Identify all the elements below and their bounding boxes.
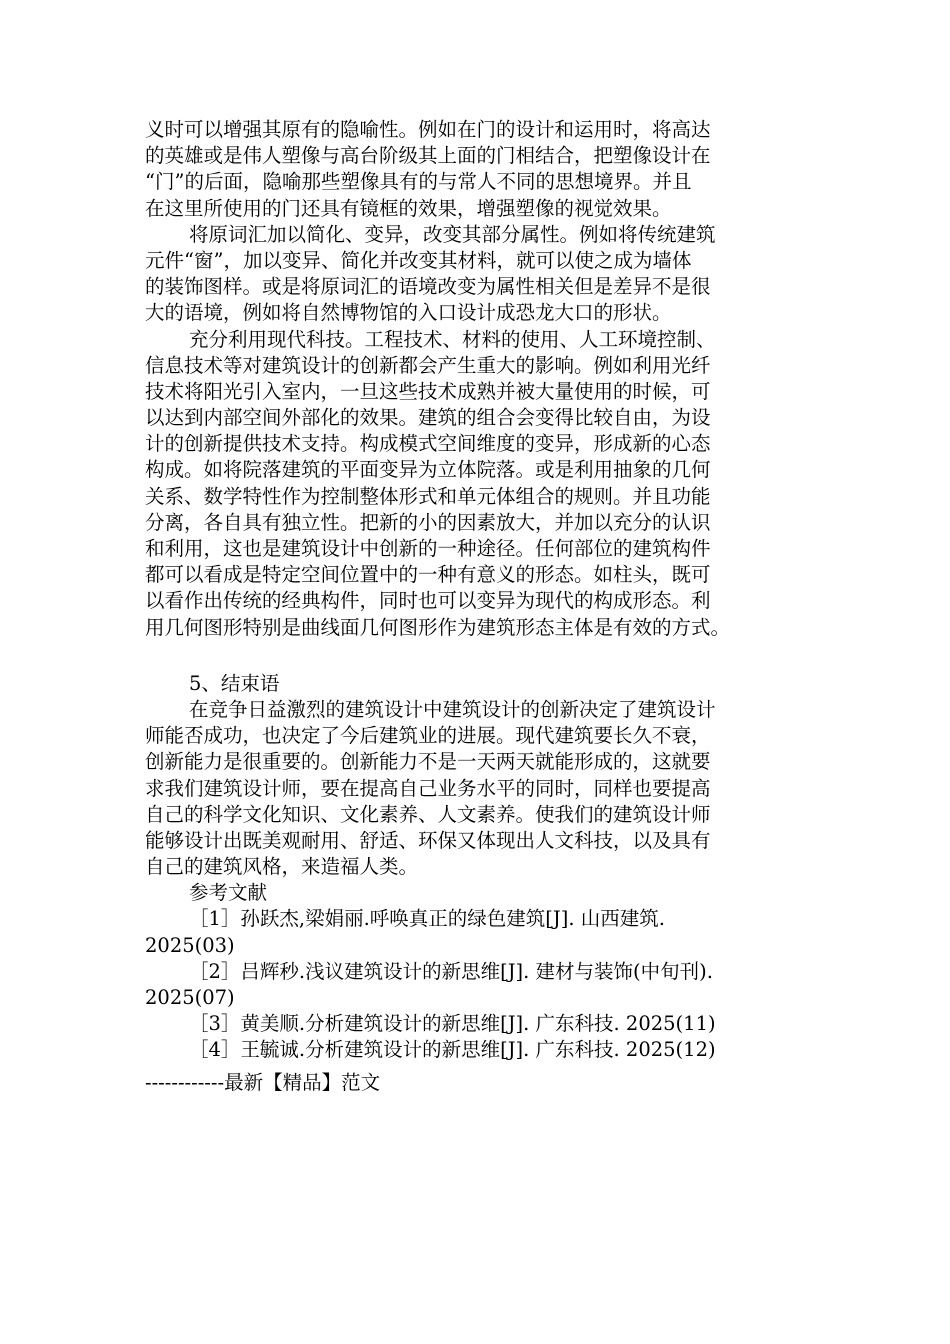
text-line: “门”的后面，隐喻那些塑像具有的与常人不同的思想境界。并且 (145, 170, 692, 194)
text-line: 的英雄或是伟人塑像与高台阶级其上面的门相结合，把塑像设计在 (145, 144, 711, 168)
reference-text-cont: 2025(03) (145, 933, 235, 957)
reference-text: ［3］黄美顺.分析建筑设计的新思维[J]. 广东科技. 2025(11) (189, 1012, 716, 1036)
text-line: 求我们建筑设计师，要在提高自己业务水平的同时，同样也要提高 (145, 776, 711, 800)
text-line: 以看作出传统的经典构件，同时也可以变异为现代的构成形态。利 (145, 589, 711, 613)
text-line: 自己的科学文化知识、文化素养、人文素养。使我们的建筑设计师 (145, 802, 711, 826)
text-line: 在这里所使用的门还具有镜框的效果，增强塑像的视觉效果。 (145, 196, 672, 220)
text-line: 创新能力是很重要的。创新能力不是一天两天就能形成的，这就要 (145, 750, 711, 774)
reference-text: ［2］吕辉秒.浅议建筑设计的新思维[J]. 建材与装饰(中旬刊). (189, 959, 713, 983)
text-line: 充分利用现代科技。工程技术、材料的使用、人工环境控制、 (189, 327, 716, 351)
reference-text-cont: 2025(07) (145, 986, 235, 1009)
text-line: 的装饰图样。或是将原词汇的语境改变为属性相关但是差异不是很 (145, 275, 711, 299)
text-line: 大的语境，例如将自然博物馆的入口设计成恐龙大口的形状。 (145, 301, 672, 325)
text-line: 分离，各自具有独立性。把新的小的因素放大，并加以充分的认识 (145, 510, 711, 534)
text-line: 将原词汇加以简化、变异，改变其部分属性。例如将传统建筑 (189, 222, 716, 246)
text-line: 和利用，这也是建筑设计中创新的一种途径。任何部位的建筑构件 (145, 537, 711, 560)
reference-text: ［4］王毓诚.分析建筑设计的新思维[J]. 广东科技. 2025(12) (189, 1038, 716, 1062)
reference-item (145, 1011, 805, 1037)
text-line: 自己的建筑风格，来造福人类。 (145, 855, 419, 879)
text-line: 以达到内部空间外部化的效果。建筑的组合会变得比较自由，为设 (145, 406, 711, 430)
text-line: 师能否成功，也决定了今后建筑业的进展。现代建筑要长久不衰， (145, 724, 711, 748)
text-line: 用几何图形特别是曲线面几何图形作为建筑形态主体是有效的方式。 (145, 615, 731, 639)
reference-item (145, 1037, 805, 1063)
text-line: 都可以看成是特定空间位置中的一种有意义的形态。如柱头，既可 (145, 563, 711, 587)
text-line: 计的创新提供技术支持。构成模式空间维度的变异，形成新的心态 (145, 432, 711, 456)
text-line: 能够设计出既美观耐用、舒适、环保又体现出人文科技，以及具有 (145, 828, 711, 852)
reference-text: ［1］孙跃杰,梁娟丽.呼唤真正的绿色建筑[J]. 山西建筑. (189, 907, 665, 931)
text-line: 义时可以增强其原有的隐喻性。例如在门的设计和运用时，将高达 (145, 118, 711, 141)
reference-item (145, 959, 805, 1011)
paragraph-simplify (145, 222, 805, 327)
text-line: 技术将阳光引入室内，一旦这些技术成熟并被大量使用的时候，可 (145, 379, 711, 403)
references-heading: 参考文献 (189, 881, 268, 905)
footer-tagline: ------------最新【精品】范文 (145, 1071, 381, 1094)
section-spacer (145, 641, 805, 671)
paragraph-metaphor (145, 117, 805, 222)
document-body (145, 117, 805, 1064)
section-references (145, 880, 805, 1063)
section-heading: 5、结束语 (189, 671, 280, 695)
text-line: 元件“窗”，加以变异、简化并改变其材料，就可以使之成为墙体 (145, 248, 692, 272)
paragraph-technology (145, 327, 805, 641)
text-line: 构成。如将院落建筑的平面变异为立体院落。或是利用抽象的几何 (145, 458, 711, 482)
reference-item (145, 906, 805, 958)
text-line: 关系、数学特性作为控制整体形式和单元体组合的规则。并且功能 (145, 484, 711, 508)
text-line: 在竞争日益激烈的建筑设计中建筑设计的创新决定了建筑设计 (189, 697, 716, 721)
section-conclusion (145, 671, 805, 881)
text-line: 信息技术等对建筑设计的创新都会产生重大的影响。例如利用光纤 (145, 353, 711, 377)
